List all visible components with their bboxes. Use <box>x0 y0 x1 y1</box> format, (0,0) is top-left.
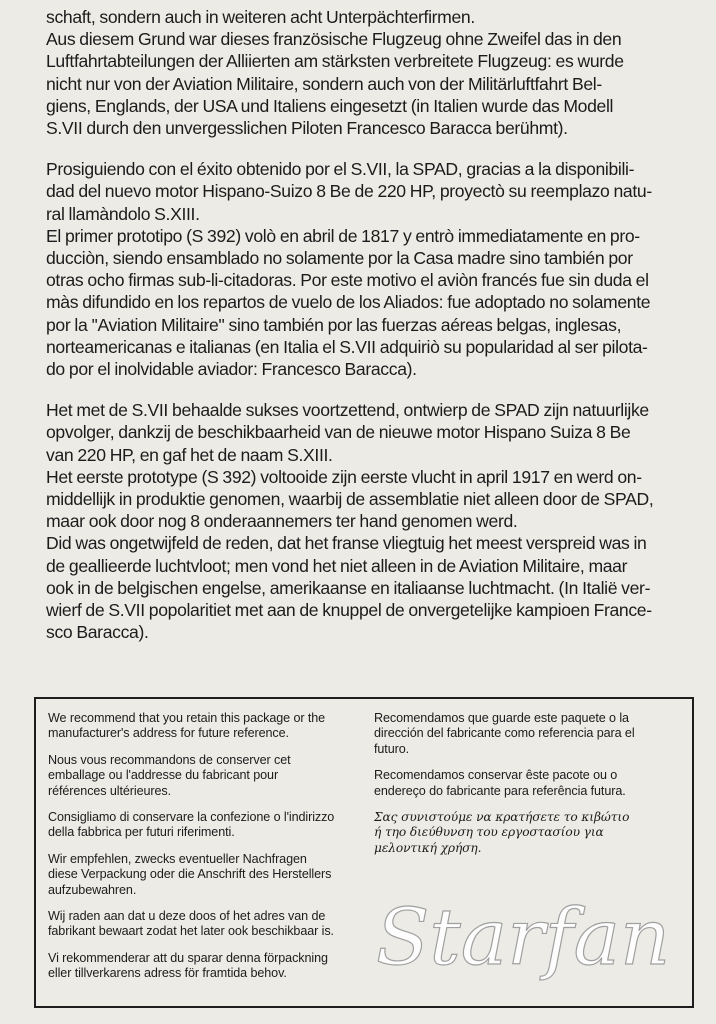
notice-english: We recommend that you retain this package or the manufacturer's address for future reference. <box>48 711 326 741</box>
paragraph-dutch-reason: Did was ongetwijfeld de reden, dat het franse vliegtuig het meest verspreid was in de geallieerde luchtvloot; men vond het niet alleen in de Aviation Militaire, maar ook in de belgischen engelse, amerikaanse en italiaanse luchtmacht. (In Italië ver- wierf de S.VII popolaritiet met aan de knuppel de onvergetelijke kampioen France- sco Baracca). <box>46 533 652 643</box>
notice-left-column <box>48 711 366 993</box>
notice-french: Nous vous recommandons de conserver cet emballage ou l'addresse du fabricant pour références ultérieures. <box>48 752 291 798</box>
notice-italian: Consigliamo di conservare la confezione o l'indirizzo della fabbrica per futuri riferimenti. <box>48 810 335 840</box>
paragraph-german-continuation: schaft, sondern auch in weiteren acht Unterpächterfirmen. <box>46 7 475 27</box>
notice-spanish: Recomendamos que guarde este paquete o la dirección del fabricante como referencia para el futuro. <box>374 711 635 756</box>
notice-german: Wir empfehlen, zwecks eventueller Nachfragen diese Verpackung oder die Anschrift des Herstellers aufzubewahren. <box>48 851 332 897</box>
paragraph-dutch-intro: Het met de S.VII behaalde sukses voortzettend, ontwierp de SPAD zijn natuurlijke opvolger, dankzij de beschikbaarheid van de nieuwe motor Hispano Suiza 8 Be van 220 HP, en gaf het de naam S.XIII. <box>46 400 649 465</box>
paragraph-spanish-intro: Prosiguiendo con el éxito obtenido por el S.VII, la SPAD, gracias a la disponibili- dad del nuevo motor Hispano-Suizo 8 Be de 220 HP, proyectò su reemplazo natu- ral llamàndolo S.XIII. <box>46 159 652 224</box>
notice-portuguese: Recomendamos conservar êste pacote ou o endereço do fabricante para referência futura. <box>374 768 626 798</box>
notice-greek: Σας συνιστούμε να κρατήσετε το κιβώτιο ή τηο διεύθυνση του εργοστασίου για μελοντική χρήση. <box>374 810 630 855</box>
watermark-text: Starfan <box>376 893 671 983</box>
notice-right-column <box>374 711 674 867</box>
notice-swedish: Vi rekommenderar att du sparar denna förpackning eller tillverkarens adress för framtida behov. <box>48 950 328 981</box>
paragraph-spanish-prototype: El primer prototipo (S 392) volò en abril de 1817 y entrò immediatamente en pro- ducciòn, siendo ensamblado no solamente por la Casa madre sino también por otras ocho firmas sub-li-citadoras. Por este motivo el aviòn francés fue sin duda el màs difundido en los repartos de vuelo de los Aliados: fue adoptado no solamente por la ''Aviation Militaire'' sino también por las fuerzas aéreas belgas, inglesas, norteamericanas e italianas (en Italia el S.VII adquiriò su popularidad al ser pilota- do por el inolvidable aviador: Francesco Baracca). <box>46 225 651 380</box>
paragraph-dutch-prototype: Het eerste prototype (S 392) voltooide zijn eerste vlucht in april 1917 en werd on- middellijk in produktie genomen, waarbij de assemblatie niet alleen door de SPAD, maar ook door nog 8 onderaannemers ter hand genomen werd. <box>46 466 654 532</box>
article-body <box>46 6 700 643</box>
notice-dutch: Wij raden aan dat u deze doos of het adres van de fabrikant bewaart zodat het later ook beschikbaar is. <box>48 909 334 939</box>
paragraph-german: Aus diesem Grund war dieses französische Flugzeug ohne Zweifel das in den Luftfahrtabteilungen der Alliierten am stärksten verbreitete Flugzeug: es wurde nicht nur von der Aviation Militaire, sondern auch von der Militärluftfahrt Bel- giens, Englands, der USA und Italiens eingesetzt (in Italien wurde das Modell S.VII durch den unvergesslichen Piloten Francesco Baracca berühmt). <box>46 29 624 139</box>
retain-package-notice-box <box>34 697 694 1008</box>
